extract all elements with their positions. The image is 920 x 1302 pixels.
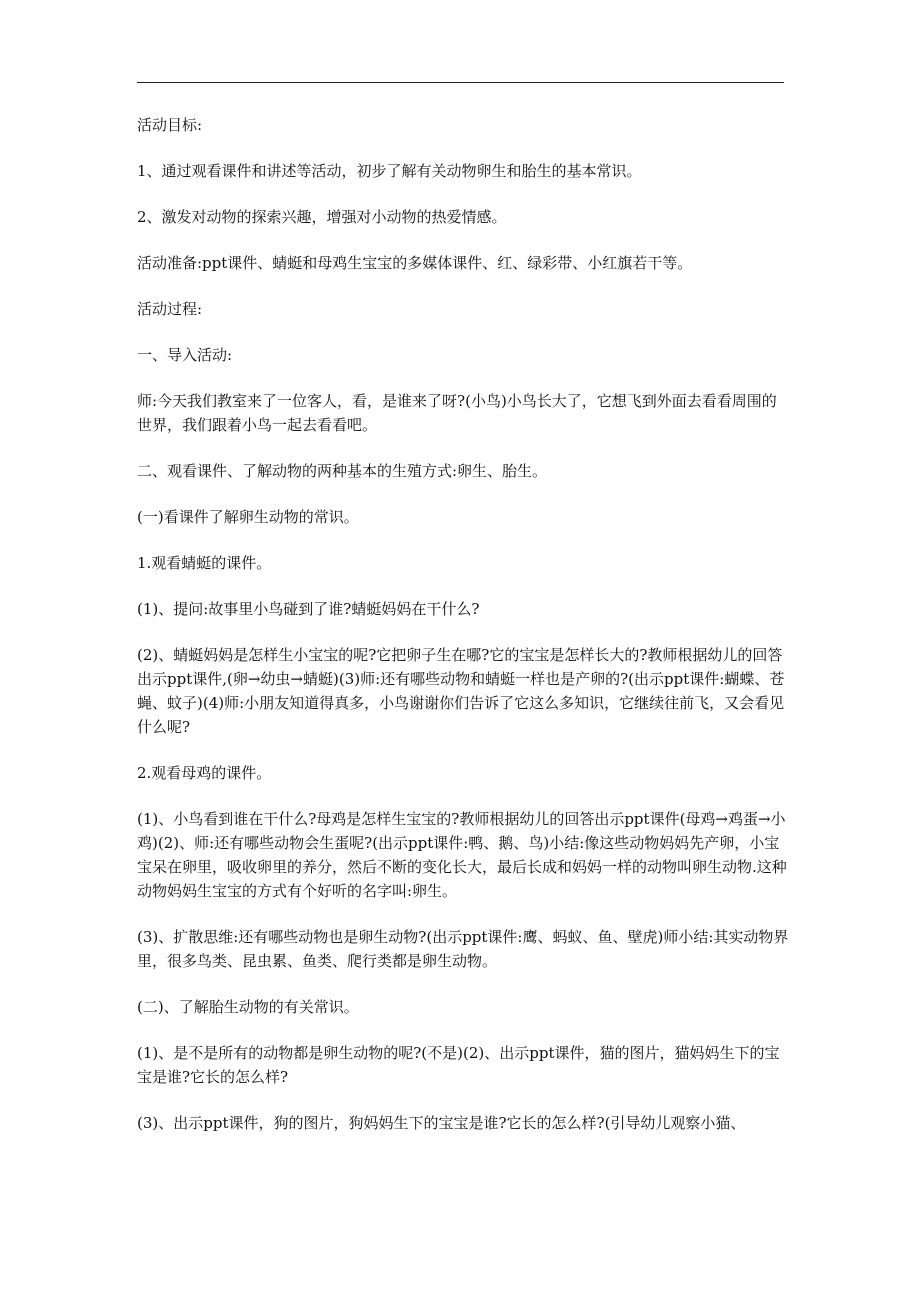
dragonfly-heading: 1.观看蜻蜓的课件。: [137, 554, 272, 572]
teacher-intro: 师:今天我们教室来了一位客人，看，是谁来了呀?(小鸟)小鸟长大了，它想飞到外面去看看周围的世界，我们跟着小鸟一起去看看吧。: [137, 392, 777, 434]
hen-question-1: (1)、小鸟看到谁在干什么?母鸡是怎样生宝宝的?教师根据幼儿的回答出示ppt课件(母鸡→鸡蛋→小鸡)(2)、师:还有哪些动物会生蛋呢?(出示ppt课件:鸭、鹅、鸟)小结:像这些动物妈妈先产卵，小宝宝呆在卵里，吸收卵里的养分，然后不断的变化长大，最后长成和妈妈一样的动物叫卵生动物.这种动物妈妈生宝宝的方式有个好听的名字叫:卵生。: [137, 810, 787, 900]
goal-item-1: 1、通过观看课件和讲述等活动，初步了解有关动物卵生和胎生的基本常识。: [137, 162, 642, 180]
hen-question-3: (3)、扩散思维:还有哪些动物也是卵生动物?(出示ppt课件:鹰、蚂蚁、鱼、壁虎)师小结:其实动物界里，很多鸟类、昆虫累、鱼类、爬行类都是卵生动物。: [137, 928, 789, 970]
heading-process: 活动过程:: [137, 300, 203, 318]
hen-heading: 2.观看母鸡的课件。: [137, 764, 272, 782]
section-intro: 一、导入活动:: [137, 346, 233, 364]
viviparous-question-1: (1)、是不是所有的动物都是卵生动物的呢?(不是)(2)、出示ppt课件，猫的图片，猫妈妈生下的宝宝是谁?它长的怎么样?: [137, 1044, 780, 1086]
viviparous-question-3: (3)、出示ppt课件，狗的图片，狗妈妈生下的宝宝是谁?它长的怎么样?(引导幼儿观察小猫、: [137, 1114, 746, 1132]
document-body: [137, 113, 789, 1157]
preparation: 活动准备:ppt课件、蜻蜓和母鸡生宝宝的多媒体课件、红、绿彩带、小红旗若干等。: [137, 254, 693, 272]
subsection-oviparous: (一)看课件了解卵生动物的常识。: [137, 508, 359, 526]
dragonfly-question-2: (2)、蜻蜓妈妈是怎样生小宝宝的呢?它把卵子生在哪?它的宝宝是怎样长大的?教师根据幼儿的回答出示ppt课件,(卵→幼虫→蜻蜓)(3)师:还有哪些动物和蜻蜓一样也是产卵的?(出示ppt课件:蝴蝶、苍蝇、蚊子)(4)师:小朋友知道得真多，小鸟谢谢你们告诉了它这么多知识，它继续往前飞，又会看见什么呢?: [137, 646, 785, 736]
subsection-viviparous: (二)、了解胎生动物的有关常识。: [137, 998, 359, 1016]
section-courseware: 二、观看课件、了解动物的两种基本的生殖方式:卵生、胎生。: [137, 462, 548, 480]
goal-item-2: 2、激发对动物的探索兴趣，增强对小动物的热爱情感。: [137, 208, 507, 226]
dragonfly-question-1: (1)、提问:故事里小鸟碰到了谁?蜻蜓妈妈在干什么?: [137, 600, 480, 618]
header-rule: [137, 82, 784, 83]
heading-goals: 活动目标:: [137, 116, 203, 134]
